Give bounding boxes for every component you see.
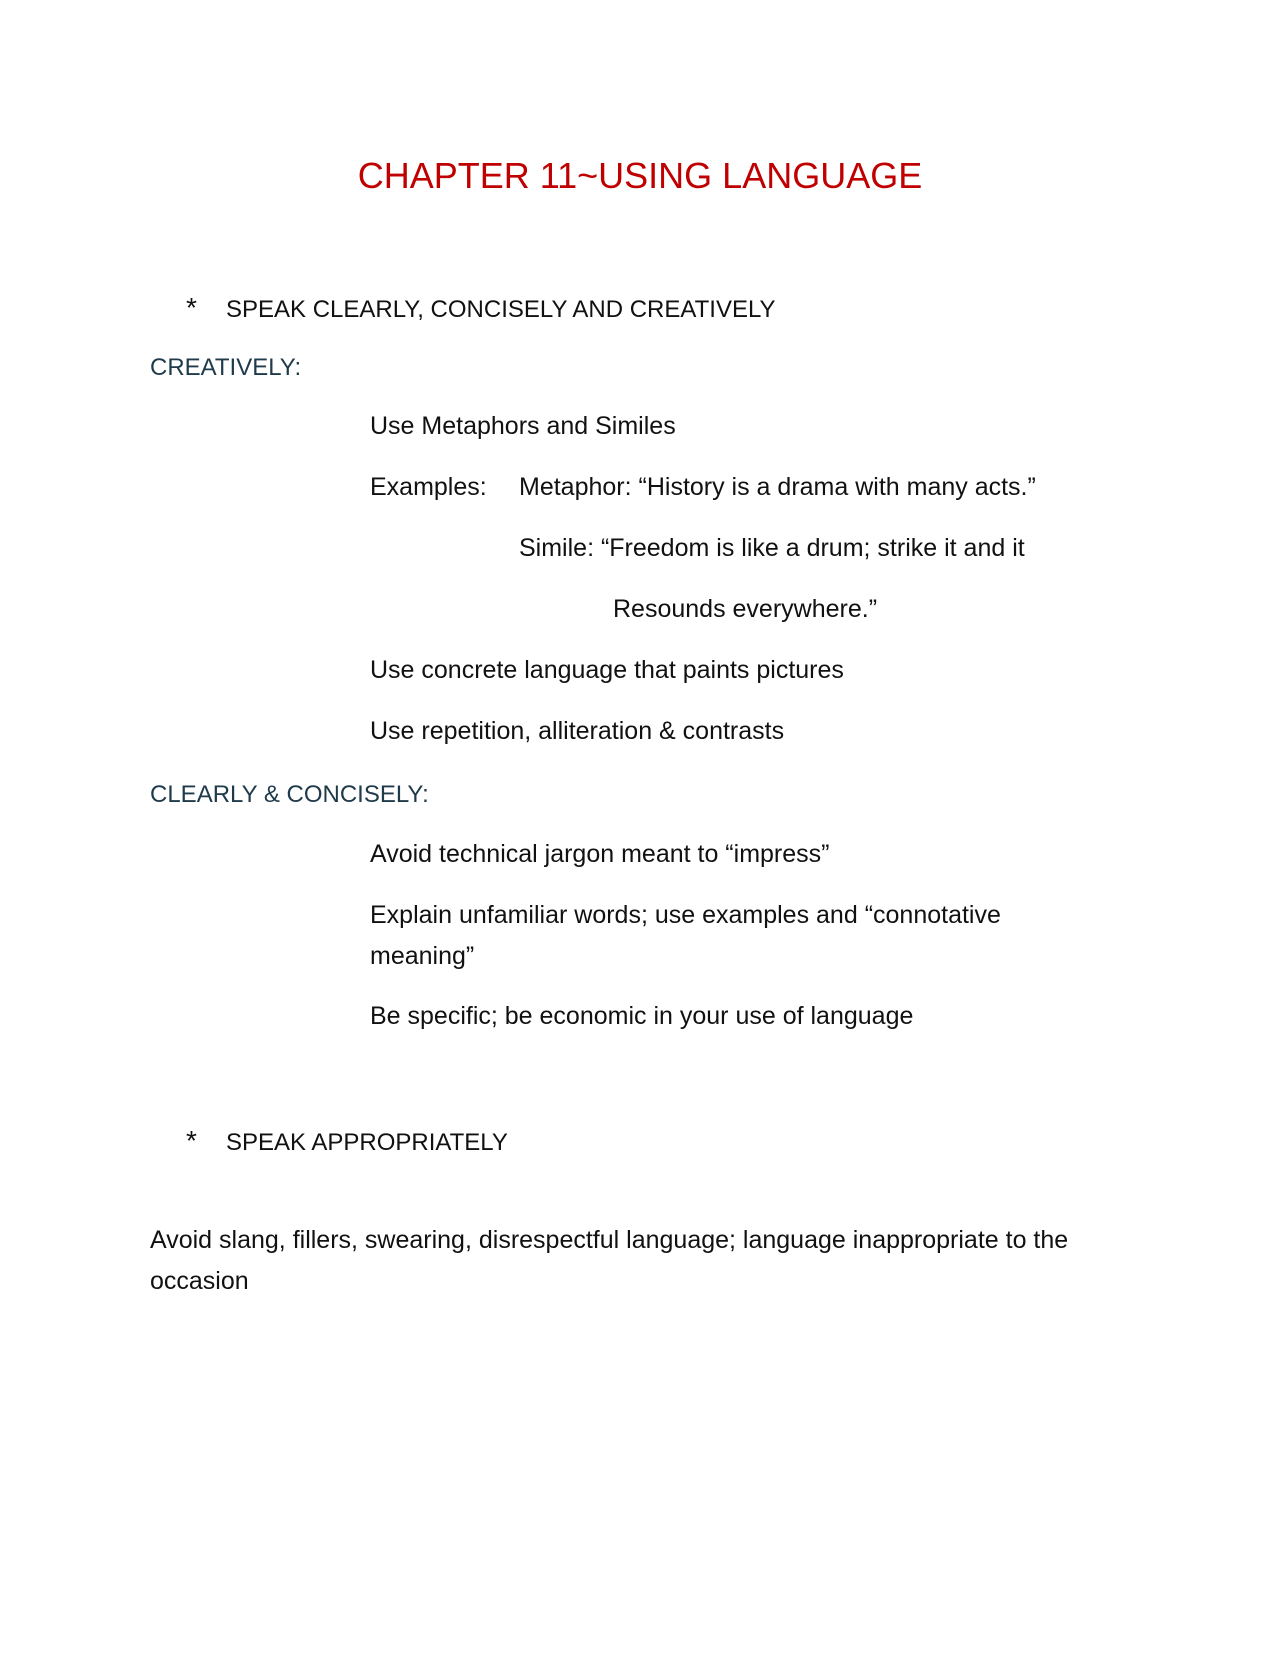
bullet-text: SPEAK APPROPRIATELY <box>226 1129 508 1156</box>
chapter-title: CHAPTER 11~USING LANGUAGE <box>357 155 923 196</box>
creatively-item-repetition: Use repetition, alliteration & contrasts <box>370 717 785 745</box>
creatively-heading: CREATIVELY: <box>150 354 302 381</box>
creatively-item-concrete: Use concrete language that paints pictures <box>370 656 844 684</box>
simile-example-continued: Resounds everywhere.” <box>613 595 878 623</box>
clearly-item-unfamiliar-words: Explain unfamiliar words; use examples and “connotative meaning” <box>370 901 1001 970</box>
asterisk-bullet-icon: * <box>186 1125 197 1156</box>
appropriately-paragraph: Avoid slang, fillers, swearing, disrespectful language; language inappropriate to the occasion <box>150 1226 1069 1295</box>
clearly-item-jargon: Avoid technical jargon meant to “impress” <box>370 840 830 868</box>
bullet-text: SPEAK CLEARLY, CONCISELY AND CREATIVELY <box>226 296 776 323</box>
bullet-speak-appropriately <box>186 1126 508 1158</box>
asterisk-bullet-icon: * <box>186 292 197 323</box>
metaphor-example: Metaphor: “History is a drama with many acts.” <box>519 473 1036 501</box>
simile-example: Simile: “Freedom is like a drum; strike it and it <box>519 534 1025 562</box>
examples-label: Examples: <box>370 473 487 501</box>
clearly-concisely-heading: CLEARLY & CONCISELY: <box>150 781 429 808</box>
clearly-item-be-specific: Be specific; be economic in your use of language <box>370 1002 914 1030</box>
bullet-clear-concise-creative <box>186 293 776 325</box>
creatively-item-metaphors: Use Metaphors and Similes <box>370 412 676 440</box>
